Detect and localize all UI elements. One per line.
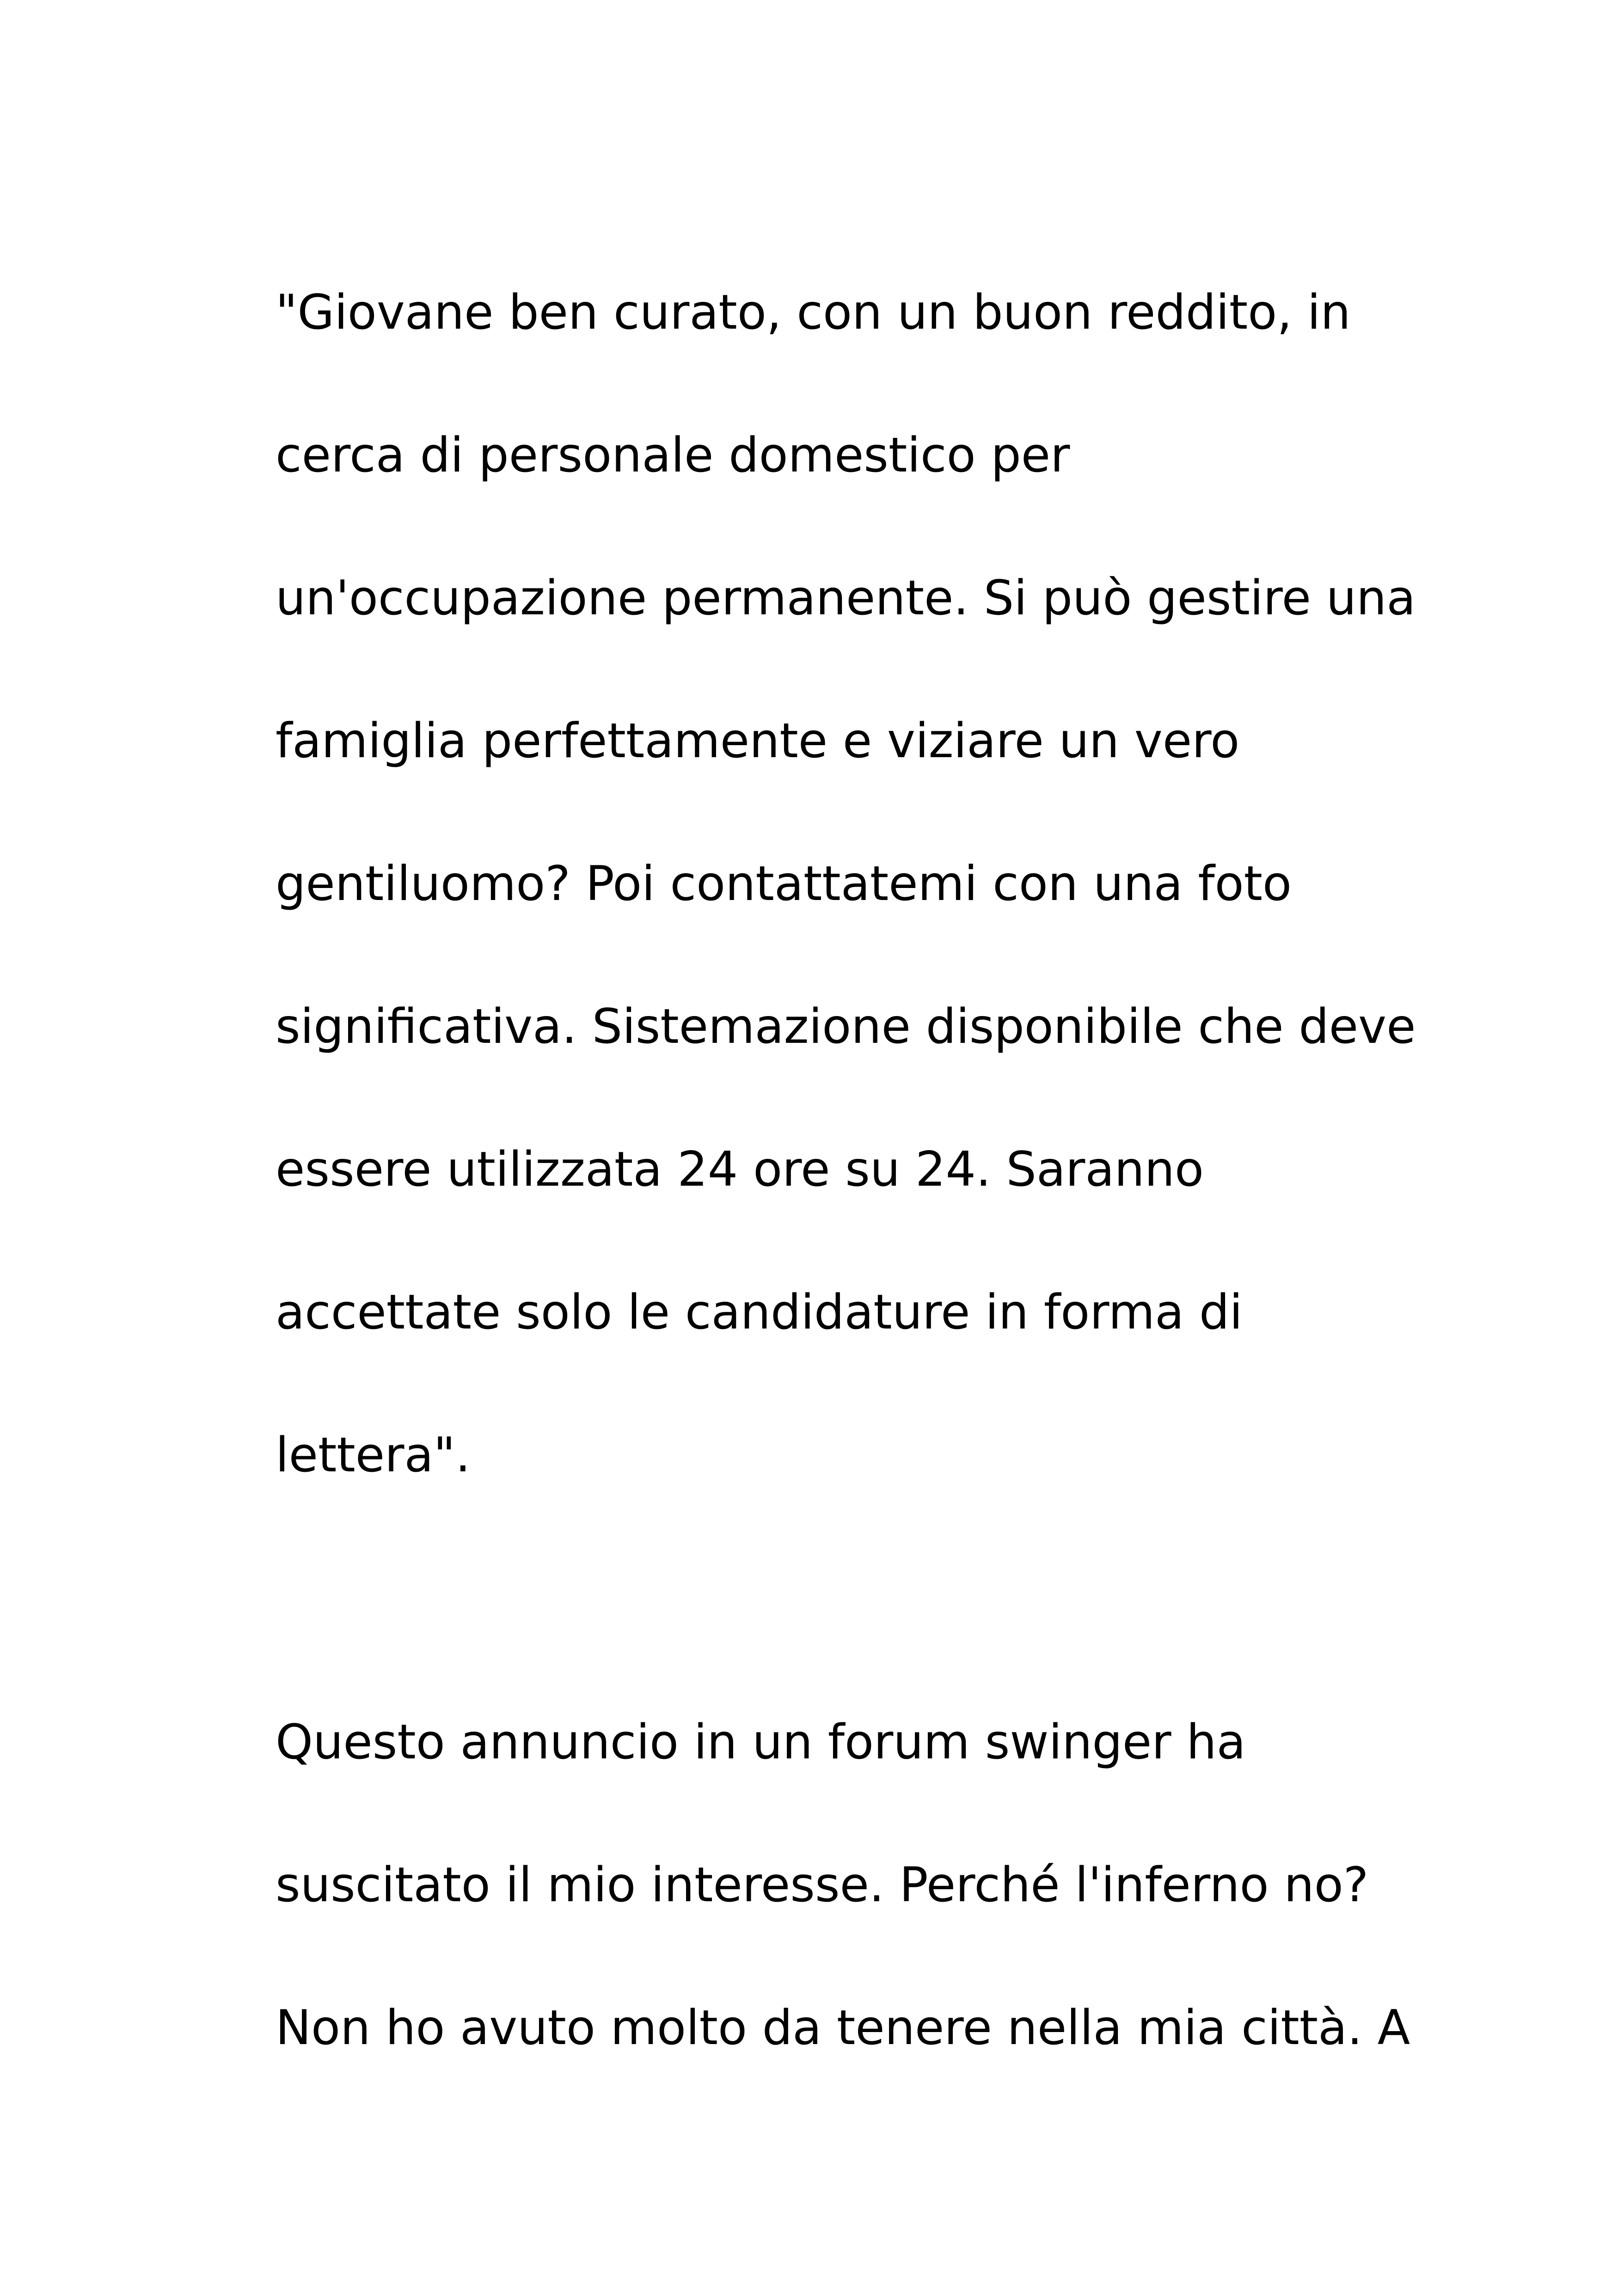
text-line: "Giovane ben curato, con un buon reddito, in [276,285,1351,340]
text-line: cerca di personale domestico per [276,428,1070,483]
text-line: significativa. Sistemazione disponibile che deve [276,999,1416,1054]
text-line: lettera". [276,1427,471,1483]
text-line: accettate solo le candidature in forma di [276,1285,1243,1340]
paragraph-narration [276,1671,1477,2100]
text-line: un'occupazione permanente. Si può gestire una [276,570,1416,626]
paragraph-advertisement [276,241,1477,1527]
text-line: suscitato il mio interesse. Perché l'inferno no? [276,1857,1369,1913]
text-line: essere utilizzata 24 ore su 24. Saranno [276,1142,1204,1197]
text-line: Non ho avuto molto da tenere nella mia città. A [276,2000,1410,2056]
text-line: famiglia perfettamente e viziare un vero [276,713,1240,769]
text-line: gentiluomo? Poi contattatemi con una foto [276,856,1292,912]
text-line: Questo annuncio in un forum swinger ha [276,1714,1246,1770]
